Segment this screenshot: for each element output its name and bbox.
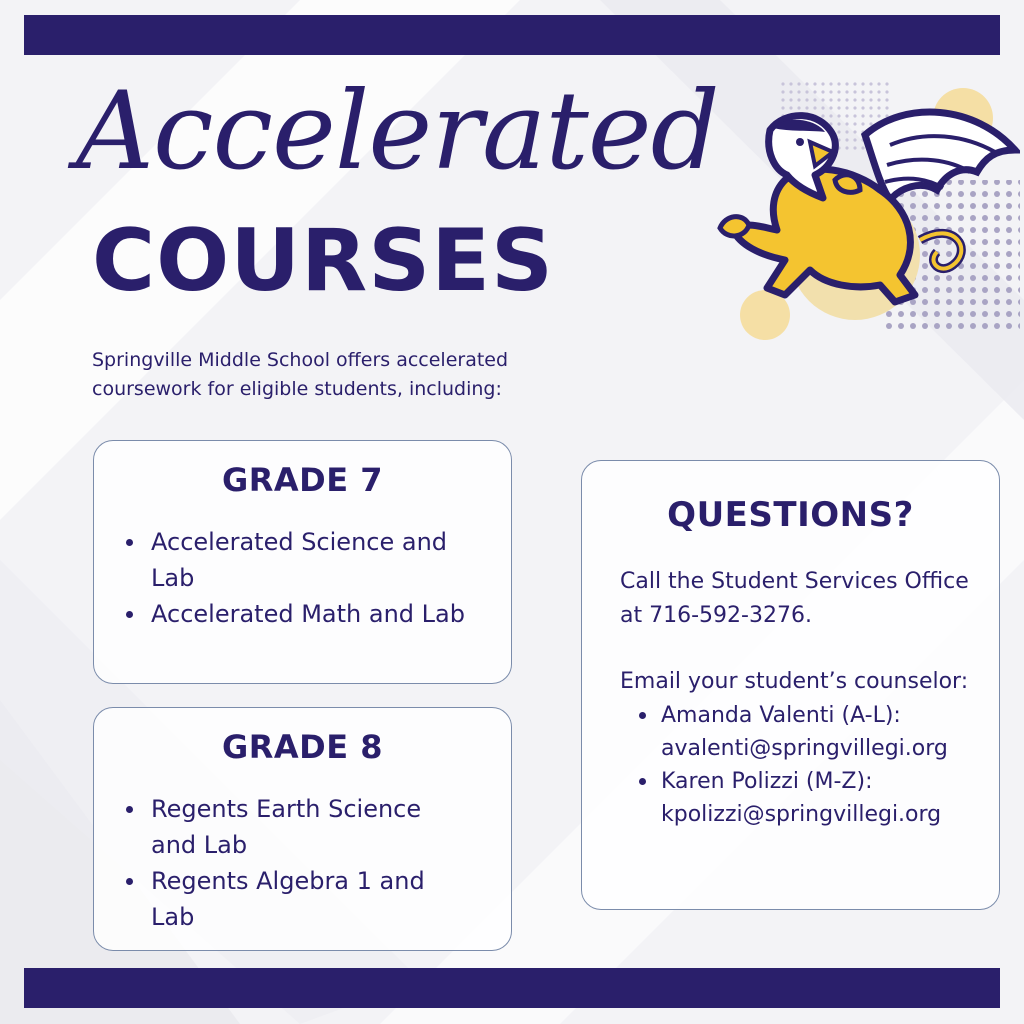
grade-7-heading: GRADE 7: [222, 461, 383, 499]
list-item: Accelerated Math and Lab: [151, 596, 471, 632]
grade-7-list: [151, 524, 471, 632]
list-item: Regents Earth Science and Lab: [151, 791, 471, 863]
counselor-contact: Karen Polizzi (M-Z): kpolizzi@springvillegi.org: [661, 765, 981, 831]
title-script: Accelerated: [76, 69, 719, 194]
grade-8-list: [151, 791, 471, 935]
top-banner-bar: [24, 15, 1000, 55]
griffin-mascot-icon: [715, 80, 1020, 340]
list-item: Accelerated Science and Lab: [151, 524, 471, 596]
bottom-banner-bar: [24, 968, 1000, 1008]
counselor-list: [661, 699, 981, 831]
grade-7-card: [93, 440, 512, 684]
email-counselor-text: Email your student’s counselor:: [620, 669, 969, 694]
intro-text: Springville Middle School offers accelerated coursework for eligible students, including:: [92, 349, 509, 400]
grade-8-card: [93, 707, 512, 951]
counselor-contact: Amanda Valenti (A-L): avalenti@springvillegi.org: [661, 699, 981, 765]
call-office-text: Call the Student Services Office at 716-592-3276.: [620, 569, 969, 628]
questions-heading: QUESTIONS?: [667, 495, 914, 535]
grade-8-heading: GRADE 8: [222, 728, 383, 766]
questions-card: [581, 460, 1000, 910]
title-block: COURSES: [92, 211, 554, 311]
list-item: Regents Algebra 1 and Lab: [151, 863, 471, 935]
